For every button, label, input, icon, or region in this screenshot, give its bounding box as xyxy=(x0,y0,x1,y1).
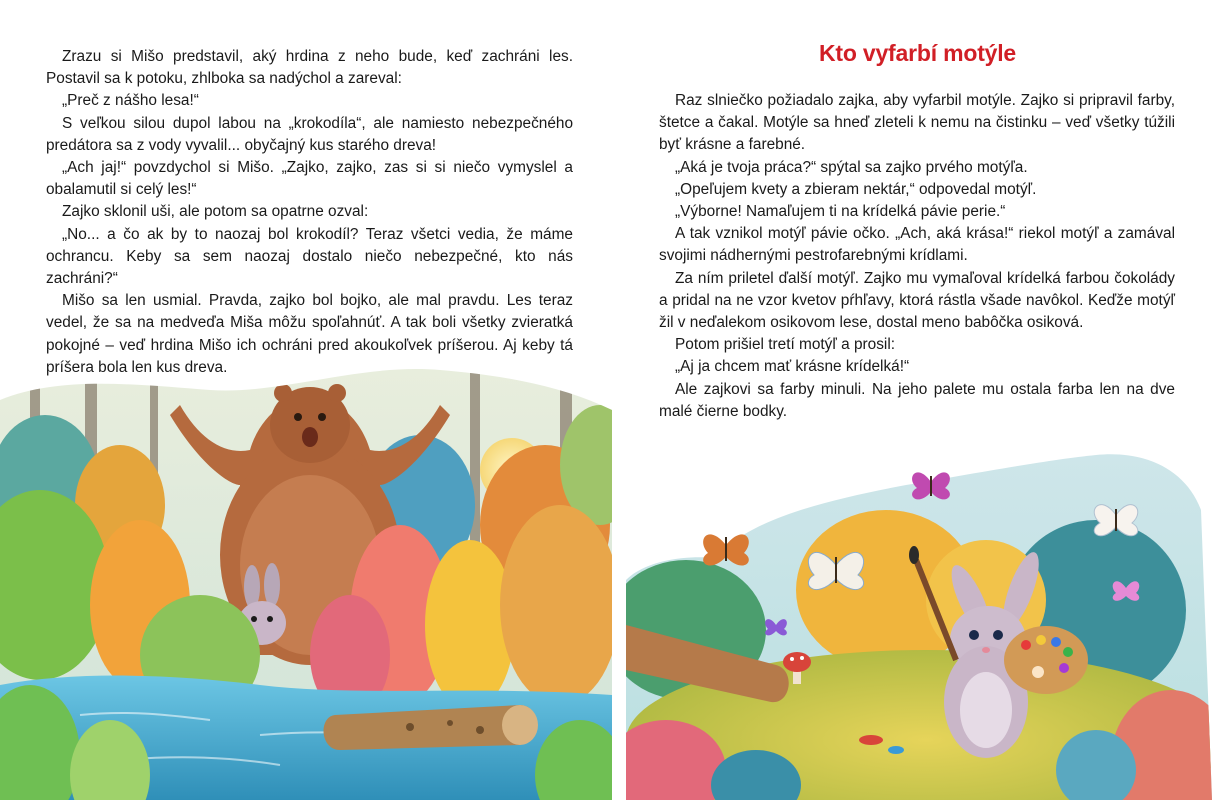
story-paragraph: „Ach jaj!“ povzdychol si Mišo. „Zajko, zajko, zas si si niečo vymyslel a obalamutil si celý les!“ xyxy=(46,159,573,199)
story-title: Kto vyfarbí motýle xyxy=(818,40,1017,66)
story-paragraph: Zajko sklonil uši, ale potom sa opatrne ozval: xyxy=(62,203,369,221)
butterfly-icon xyxy=(703,534,749,565)
story-paragraph: „Preč z nášho lesa!“ xyxy=(62,92,199,110)
right-page xyxy=(612,0,1223,800)
story-paragraph: Raz slniečko požiadalo zajka, aby vyfarbil motýle. Zajko si pripravil farby, štetce a čakal. Motýle sa hneď zleteli k nemu na čistinku – veď všetky túžili byť krásne a farebné. xyxy=(659,92,1175,154)
story-paragraph: „Opeľujem kvety a zbieram nektár,“ odpovedal motýľ. xyxy=(675,180,1037,198)
story-paragraph: A tak vznikol motýľ pávie očko. „Ach, aká krása!“ riekol motýľ a zamával svojimi nádhernými pestrofarebnými krídlami. xyxy=(659,225,1175,265)
story-paragraph: „Aká je tvoja práca?“ spýtal sa zajko prvého motýľa. xyxy=(675,158,1028,176)
story-paragraph: „No... a čo ak by to naozaj bol krokodíl? Teraz všetci vedia, že máme ochrancu. Keby sa sem naozaj dostalo niečo nebezpečné, kto nás zachráni?“ xyxy=(46,225,573,288)
story-paragraph: Za ním priletel ďalší motýľ. Zajko mu vymaľoval krídelká farbou čokolády a pridal na ne vzor kvetov pŕhľavy, ktorá rástla všade navôkol. Keďže motýľ žil v neďalekom osikovom lese, dostal meno babôčka osiková. xyxy=(659,269,1175,332)
story-paragraph: Potom prišiel tretí motýľ a prosil: xyxy=(675,336,896,354)
story-paragraph: S veľkou silou dupol labou na „krokodíla“, ale namiesto nebezpečného predátora sa z vody vyvalil... obyčajný kus starého dreva! xyxy=(46,114,573,154)
story-paragraph: Mišo sa len usmial. Pravda, zajko bol bojko, ale mal pravdu. Les teraz vedel, že sa na medveďa Miša môžu spoľahnúť. A tak boli všetky zvieratká pokojné – veď hrdina Mišo ich ochráni pred akoukoľvek príšerou. Aj keby tá príšera bola len kus dreva. xyxy=(46,292,573,376)
paint-palette-icon xyxy=(1004,626,1088,694)
story-paragraph: „Aj ja chcem mať krásne krídelká!“ xyxy=(675,358,910,376)
story-paragraph: „Výborne! Namaľujem ti na krídelká pávie perie.“ xyxy=(675,203,1006,221)
story-paragraph: Zrazu si Mišo predstavil, aký hrdina z neho bude, keď zachráni les. Postavil sa k potoku, zhlboka sa nadýchol a zareval: xyxy=(46,48,573,88)
bear-forest-illustration xyxy=(0,355,612,800)
left-page-text xyxy=(46,46,573,379)
butterfly-icon xyxy=(912,472,950,499)
story-paragraph: Ale zajkovi sa farby minuli. Na jeho palete mu ostala farba len na dve malé čierne bodky. xyxy=(659,380,1175,420)
bunny-butterflies-illustration xyxy=(626,440,1212,800)
right-page-text xyxy=(659,90,1175,423)
